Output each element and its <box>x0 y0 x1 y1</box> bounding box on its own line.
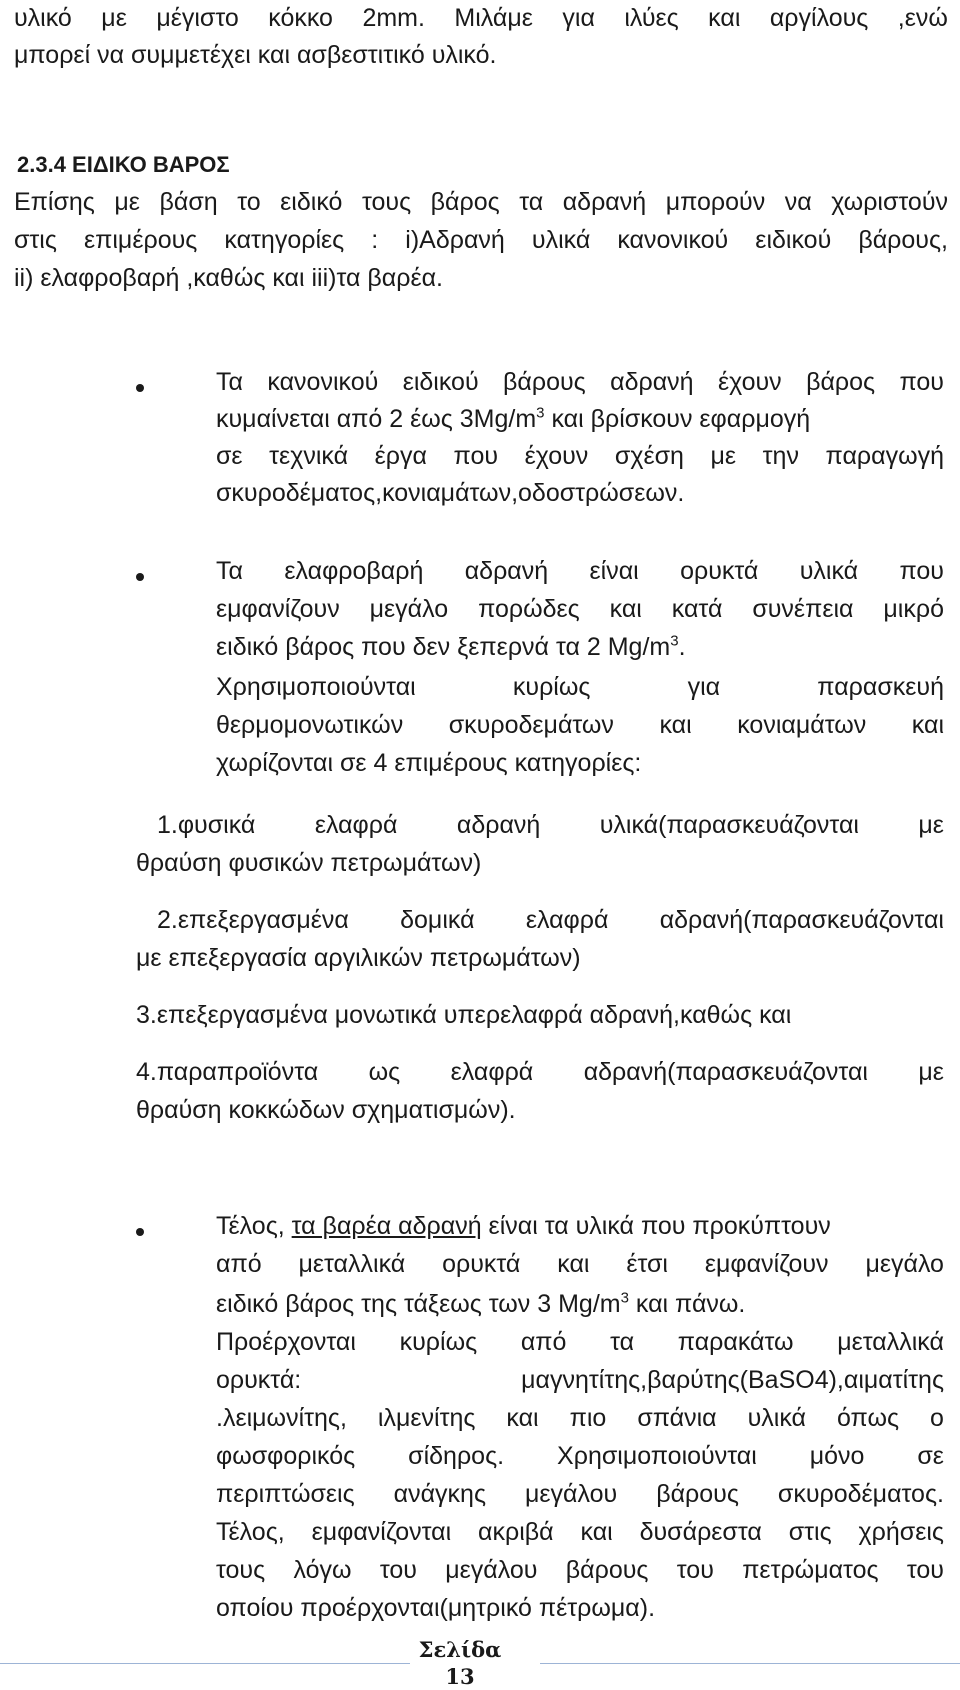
bullet-2-line-6: χωρίζονται σε 4 επιμέρους κατηγορίες: <box>216 749 642 777</box>
intro-line-2: μπορεί να συμμετέχει και ασβεστιτικό υλικό. <box>14 41 497 69</box>
superscript: 3 <box>620 1289 629 1307</box>
word: είναι <box>589 557 639 585</box>
bullet-3-line-4 <box>216 1327 944 1357</box>
bullet-1-line-3 <box>216 441 944 471</box>
bullet-2-line-1 <box>216 556 944 586</box>
bullet-3-line-3-tail: και πάνω. <box>628 1290 746 1318</box>
word: και <box>609 595 642 623</box>
word: βάρος <box>430 188 500 216</box>
word: πιο <box>569 1404 607 1432</box>
word: παραγωγή <box>825 442 944 470</box>
word: μικρό <box>883 595 944 623</box>
word: εμφανίζονται <box>311 1518 452 1546</box>
word: : <box>371 226 379 254</box>
bullet-3-line-2 <box>216 1249 944 1279</box>
bullet-2-line-3 <box>216 632 686 662</box>
category-4-line-2: θραύση κοκκώδων σχηματισμών). <box>136 1096 516 1124</box>
bullet-3-line-1-text: Τέλος, <box>216 1212 292 1240</box>
word: 4.παραπροϊόντα <box>136 1058 319 1086</box>
word: ιλμενίτης <box>377 1404 476 1432</box>
word: σπάνια <box>637 1404 717 1432</box>
word: με <box>918 1058 944 1086</box>
word: κανονικού <box>267 368 379 396</box>
bullet-3-marker <box>136 1228 144 1236</box>
word: και <box>506 1404 539 1432</box>
word: μπορούν <box>665 188 766 216</box>
word: Επίσης <box>14 188 95 216</box>
word: 1.φυσικά <box>157 811 256 839</box>
word: να <box>784 188 812 216</box>
bullet-3-line-3-text: ειδικό βάρος της τάξεως των 3 Mg/m <box>216 1290 621 1318</box>
word: ακριβά <box>478 1518 554 1546</box>
bullet-2-line-3-tail: . <box>678 633 686 661</box>
bullet-1-line-2-text: κυμαίνεται από 2 έως 3Mg/m <box>216 405 537 433</box>
word: περιπτώσεις <box>216 1480 355 1508</box>
word: βάρους, <box>858 226 948 254</box>
word: κατηγορίες <box>224 226 345 254</box>
bullet-3-line-6 <box>216 1403 944 1433</box>
word: υλικά <box>747 1404 806 1432</box>
word: κυρίως <box>512 673 591 701</box>
word: μεγάλου <box>525 1480 618 1508</box>
category-1-line-2: θραύση φυσικών πετρωμάτων) <box>136 849 482 877</box>
word: υλικά <box>799 557 859 585</box>
word: του <box>906 1556 944 1584</box>
section-para-line-1 <box>14 187 948 217</box>
word: βάρος <box>806 368 876 396</box>
word: Χρησιμοποιούνται <box>557 1442 757 1470</box>
word: για <box>687 673 721 701</box>
word: το <box>237 188 261 216</box>
word: μαγνητίτης,βαρύτης(BaSO4),αιματίτης <box>521 1366 944 1394</box>
bullet-3-line-3 <box>216 1289 745 1319</box>
bullet-3-line-1-tail: είναι τα υλικά που προκύπτουν <box>481 1212 831 1240</box>
word: βάρους <box>503 368 586 396</box>
word: επιμέρους <box>83 226 198 254</box>
word: σκυροδέματος. <box>777 1480 944 1508</box>
word: για <box>562 4 595 32</box>
bullet-1-line-1 <box>216 367 944 397</box>
category-2-line-2: με επεξεργασία αργιλικών πετρωμάτων) <box>136 944 581 972</box>
bullet-1-line-2 <box>216 404 810 434</box>
word: φωσφορικός <box>216 1442 356 1470</box>
word: λόγω <box>293 1556 352 1584</box>
superscript: 3 <box>670 632 679 650</box>
word: Τέλος, <box>216 1518 285 1546</box>
word: μεταλλικά <box>298 1250 406 1278</box>
footer-rule-left <box>0 1663 410 1664</box>
word: αδρανή <box>610 368 694 396</box>
bullet-2-line-4 <box>216 672 944 702</box>
word: ειδικό <box>280 188 343 216</box>
word: κόκκο <box>268 4 333 32</box>
word: υλικά <box>531 226 591 254</box>
word: με <box>710 442 737 470</box>
word: από <box>216 1250 262 1278</box>
word: θερμομονωτικών <box>216 711 404 739</box>
word: ελαφρά <box>525 906 609 934</box>
word: μεγάλο <box>369 595 449 623</box>
word: ελαφρά <box>450 1058 534 1086</box>
word: και <box>708 4 741 32</box>
word: ορυκτά <box>680 557 759 585</box>
bullet-1-marker <box>136 384 144 392</box>
word: μεγάλο <box>865 1250 944 1278</box>
bullet-2-marker <box>136 573 144 581</box>
word: ανάγκης <box>393 1480 486 1508</box>
word: μόνο <box>809 1442 865 1470</box>
page-number: 13 <box>445 1664 475 1689</box>
word: με <box>918 811 944 839</box>
category-3: 3.επεξεργασμένα μονωτικά υπερελαφρά αδρανή,καθώς και <box>136 1001 792 1029</box>
word: παρασκευή <box>817 673 944 701</box>
word: .λειμωνίτης, <box>216 1404 347 1432</box>
word: όπως <box>837 1404 900 1432</box>
word: εμφανίζουν <box>216 595 340 623</box>
word: αδρανή(παρασκευάζονται <box>583 1058 868 1086</box>
word: αδρανή <box>464 557 549 585</box>
word: Χρησιμοποιούνται <box>216 673 416 701</box>
bullet-3-line-1 <box>216 1211 831 1241</box>
word: βάρους <box>656 1480 739 1508</box>
word: εμφανίζουν <box>704 1250 829 1278</box>
footer-rule-right <box>540 1663 960 1664</box>
word: με <box>101 4 127 32</box>
word: δομικά <box>400 906 475 934</box>
word: έργα <box>374 442 427 470</box>
bullet-1-line-4: σκυροδέματος,κονιαμάτων,οδοστρώσεων. <box>216 479 685 507</box>
word: κονιαμάτων <box>737 711 867 739</box>
bullet-2-line-2 <box>216 594 944 624</box>
intro-line-1 <box>14 3 948 33</box>
bullet-3-line-7 <box>216 1441 944 1471</box>
word: με <box>114 188 140 216</box>
section-heading: 2.3.4 ΕΙΔΙΚΟ ΒΑΡΟΣ <box>17 152 230 177</box>
word: ειδικού <box>755 226 832 254</box>
word: ελαφρά <box>314 811 398 839</box>
word: και <box>580 1518 613 1546</box>
word: 2.επεξεργασμένα <box>157 906 349 934</box>
word: Τα <box>216 368 243 396</box>
word: 2mm. <box>362 4 425 32</box>
word: και <box>659 711 692 739</box>
bullet-2-line-5 <box>216 710 944 740</box>
word: έτσι <box>626 1250 668 1278</box>
word: και <box>911 711 944 739</box>
word: δυσάρεστα <box>639 1518 762 1546</box>
word: κανονικού <box>617 226 729 254</box>
word: ιλύες <box>624 4 679 32</box>
word: που <box>899 557 944 585</box>
category-4-line-1 <box>136 1057 944 1087</box>
word: ,ενώ <box>897 4 948 32</box>
word: ελαφροβαρή <box>284 557 424 585</box>
word: από <box>520 1328 567 1356</box>
bullet-3-line-5 <box>216 1365 944 1395</box>
word: ορυκτά <box>442 1250 521 1278</box>
section-para-line-2 <box>14 225 948 255</box>
word: υλικό <box>14 4 72 32</box>
word: αδρανή <box>456 811 541 839</box>
bullet-3-line-11: οποίου προέρχονται(μητρικό πέτρωμα). <box>216 1594 656 1622</box>
page-label: Σελίδα <box>418 1637 502 1662</box>
word: κατά <box>671 595 723 623</box>
word: σχέση <box>614 442 684 470</box>
word: χρήσεις <box>858 1518 944 1546</box>
word: πετρώματος <box>742 1556 879 1584</box>
word: έχουν <box>524 442 589 470</box>
word: Μιλάμε <box>454 4 533 32</box>
word: σε <box>917 1442 944 1470</box>
bullet-2-line-3-text: ειδικό βάρος που δεν ξεπερνά τα 2 Mg/m <box>216 633 671 661</box>
word: τους <box>361 188 412 216</box>
word: του <box>676 1556 714 1584</box>
word: παρακάτω <box>677 1328 794 1356</box>
word: υλικά(παρασκευάζονται <box>599 811 859 839</box>
word: αργίλους <box>769 4 869 32</box>
word: κυρίως <box>399 1328 478 1356</box>
word: αδρανή <box>562 188 647 216</box>
word: τα <box>610 1328 635 1356</box>
word: βάρους <box>565 1556 649 1584</box>
word: σίδηρος. <box>408 1442 505 1470</box>
word: μεγάλου <box>445 1556 538 1584</box>
word: χωριστούν <box>831 188 948 216</box>
word: που <box>453 442 499 470</box>
word: Τα <box>216 557 243 585</box>
word: ορυκτά: <box>216 1366 302 1394</box>
word: ειδικού <box>402 368 479 396</box>
word: πορώδες <box>478 595 580 623</box>
word: τα <box>519 188 544 216</box>
word: συνέπεια <box>752 595 854 623</box>
word: του <box>379 1556 417 1584</box>
word: τεχνικά <box>269 442 349 470</box>
bullet-3-line-9 <box>216 1517 944 1547</box>
word: βάση <box>159 188 218 216</box>
word: μέγιστο <box>156 4 239 32</box>
word: τους <box>216 1556 266 1584</box>
superscript: 3 <box>536 404 545 422</box>
word: i)Αδρανή <box>405 226 505 254</box>
word: στις <box>788 1518 832 1546</box>
word: ως <box>368 1058 401 1086</box>
word: έχουν <box>718 368 782 396</box>
word: Προέρχονται <box>216 1328 356 1356</box>
word: στις <box>14 226 57 254</box>
category-1-line-1 <box>157 810 944 840</box>
word: μεταλλικά <box>837 1328 944 1356</box>
word: και <box>557 1250 590 1278</box>
word: ο <box>930 1404 944 1432</box>
section-para-line-3: ii) ελαφροβαρή ,καθώς και iii)τα βαρέα. <box>14 264 444 292</box>
underlined-term: τα βαρέα αδρανή <box>291 1212 482 1240</box>
word: σε <box>216 442 243 470</box>
bullet-3-line-10 <box>216 1555 944 1585</box>
word: που <box>899 368 944 396</box>
bullet-1-line-2-tail: και βρίσκουν εφαρμογή <box>544 405 811 433</box>
word: την <box>762 442 799 470</box>
word: σκυροδεμάτων <box>448 711 614 739</box>
bullet-3-line-8 <box>216 1479 944 1509</box>
category-2-line-1 <box>157 905 944 935</box>
word: αδρανή(παρασκευάζονται <box>659 906 944 934</box>
